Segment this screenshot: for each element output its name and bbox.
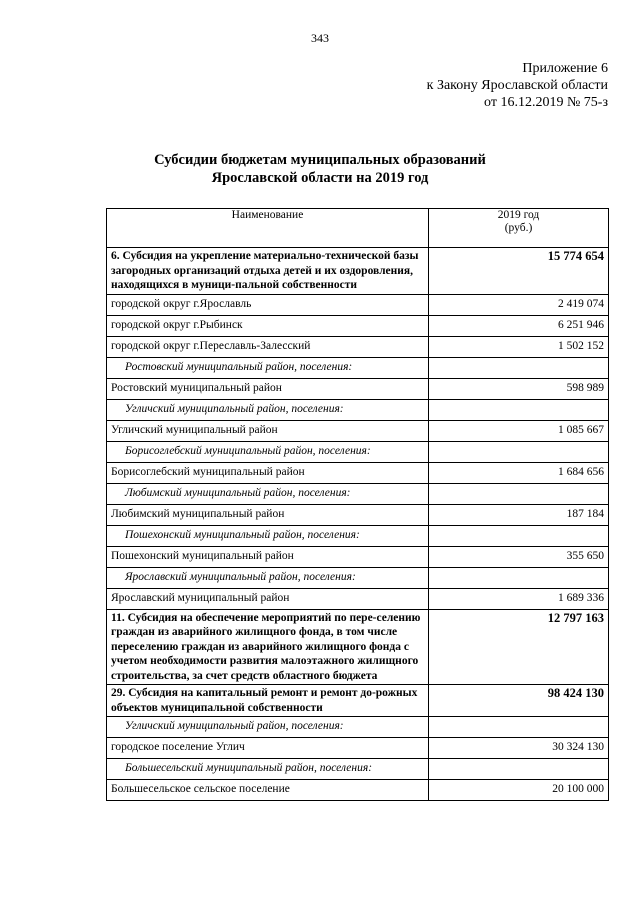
row-amount: 1 085 667 bbox=[429, 420, 609, 441]
table-subheading-row bbox=[107, 717, 609, 738]
row-name: Угличский муниципальный район, поселения: bbox=[107, 717, 429, 738]
row-name: городской округ г.Рыбинск bbox=[107, 315, 429, 336]
row-name: Пошехонский муниципальный район bbox=[107, 546, 429, 567]
table-row bbox=[107, 420, 609, 441]
row-amount bbox=[429, 399, 609, 420]
row-amount bbox=[429, 567, 609, 588]
subsidies-table bbox=[106, 208, 609, 801]
row-amount bbox=[429, 441, 609, 462]
row-name: Угличский муниципальный район, поселения: bbox=[107, 399, 429, 420]
table-row bbox=[107, 738, 609, 759]
title-line: Субсидии бюджетам муниципальных образований bbox=[154, 152, 486, 168]
row-amount: 20 100 000 bbox=[429, 780, 609, 801]
row-name: Ростовский муниципальный район, поселения: bbox=[107, 357, 429, 378]
row-amount: 355 650 bbox=[429, 546, 609, 567]
row-name: 29. Субсидия на капитальный ремонт и ремонт до-рожных объектов муниципальной собственности bbox=[107, 685, 429, 717]
row-name: Борисоглебский муниципальный район, поселения: bbox=[107, 441, 429, 462]
appendix-line: Приложение 6 bbox=[522, 61, 608, 76]
row-name: Большесельский муниципальный район, поселения: bbox=[107, 759, 429, 780]
row-name: Угличский муниципальный район bbox=[107, 420, 429, 441]
row-name: 11. Субсидия на обеспечение мероприятий по пере-селению граждан из аварийного жилищного фонда, в том числе переселению граждан из аварийного жилищного фонда с учетом необходимости развития малоэтажного жилищного строительства, за счет средств областного бюджета bbox=[107, 609, 429, 685]
row-amount: 6 251 946 bbox=[429, 315, 609, 336]
table-row bbox=[107, 378, 609, 399]
table-subheading-row bbox=[107, 357, 609, 378]
row-amount bbox=[429, 357, 609, 378]
row-name: городской округ г.Переславль-Залесский bbox=[107, 336, 429, 357]
row-name: Ростовский муниципальный район bbox=[107, 378, 429, 399]
row-amount: 12 797 163 bbox=[429, 609, 609, 685]
table-subheading-row bbox=[107, 441, 609, 462]
table-row bbox=[107, 336, 609, 357]
title-line: Ярославской области на 2019 год bbox=[211, 170, 429, 186]
table-section-row bbox=[107, 248, 609, 295]
table-subheading-row bbox=[107, 399, 609, 420]
row-name: Ярославский муниципальный район bbox=[107, 588, 429, 609]
row-amount: 30 324 130 bbox=[429, 738, 609, 759]
table-header-row bbox=[107, 209, 609, 248]
table-row bbox=[107, 462, 609, 483]
row-name: 6. Субсидия на укрепление материально-технической базы загородных организаций отдыха детей и их оздоровления, находящихся в муници-пальной собственности bbox=[107, 248, 429, 295]
column-header-name: Наименование bbox=[107, 209, 429, 248]
row-name: Большесельское сельское поселение bbox=[107, 780, 429, 801]
page-number: 343 bbox=[311, 31, 329, 45]
row-name: Пошехонский муниципальный район, поселения: bbox=[107, 525, 429, 546]
row-amount: 598 989 bbox=[429, 378, 609, 399]
table-row bbox=[107, 780, 609, 801]
row-amount: 1 684 656 bbox=[429, 462, 609, 483]
row-amount: 187 184 bbox=[429, 504, 609, 525]
row-name: городской округ г.Ярославль bbox=[107, 294, 429, 315]
column-header-sum bbox=[429, 209, 609, 248]
table-row bbox=[107, 294, 609, 315]
row-amount bbox=[429, 525, 609, 546]
table-section-row bbox=[107, 609, 609, 685]
table-subheading-row bbox=[107, 483, 609, 504]
table-section-row bbox=[107, 685, 609, 717]
table-row bbox=[107, 588, 609, 609]
table-subheading-row bbox=[107, 759, 609, 780]
row-name: Любимский муниципальный район bbox=[107, 504, 429, 525]
table-subheading-row bbox=[107, 567, 609, 588]
table-subheading-row bbox=[107, 525, 609, 546]
row-name: городское поселение Углич bbox=[107, 738, 429, 759]
appendix-header bbox=[427, 60, 608, 111]
document-title bbox=[0, 151, 640, 187]
row-amount: 2 419 074 bbox=[429, 294, 609, 315]
row-amount bbox=[429, 717, 609, 738]
table-row bbox=[107, 315, 609, 336]
row-amount: 98 424 130 bbox=[429, 685, 609, 717]
table-row bbox=[107, 546, 609, 567]
appendix-line: от 16.12.2019 № 75-з bbox=[484, 95, 608, 110]
appendix-line: к Закону Ярославской области bbox=[426, 78, 608, 93]
row-amount: 1 502 152 bbox=[429, 336, 609, 357]
row-name: Ярославский муниципальный район, поселения: bbox=[107, 567, 429, 588]
column-header-year: 2019 год bbox=[497, 209, 540, 221]
row-name: Борисоглебский муниципальный район bbox=[107, 462, 429, 483]
row-amount bbox=[429, 483, 609, 504]
row-amount: 15 774 654 bbox=[429, 248, 609, 295]
row-amount: 1 689 336 bbox=[429, 588, 609, 609]
table-body bbox=[107, 248, 609, 801]
table-row bbox=[107, 504, 609, 525]
row-name: Любимский муниципальный район, поселения: bbox=[107, 483, 429, 504]
row-amount bbox=[429, 759, 609, 780]
column-header-unit: (руб.) bbox=[504, 222, 533, 234]
